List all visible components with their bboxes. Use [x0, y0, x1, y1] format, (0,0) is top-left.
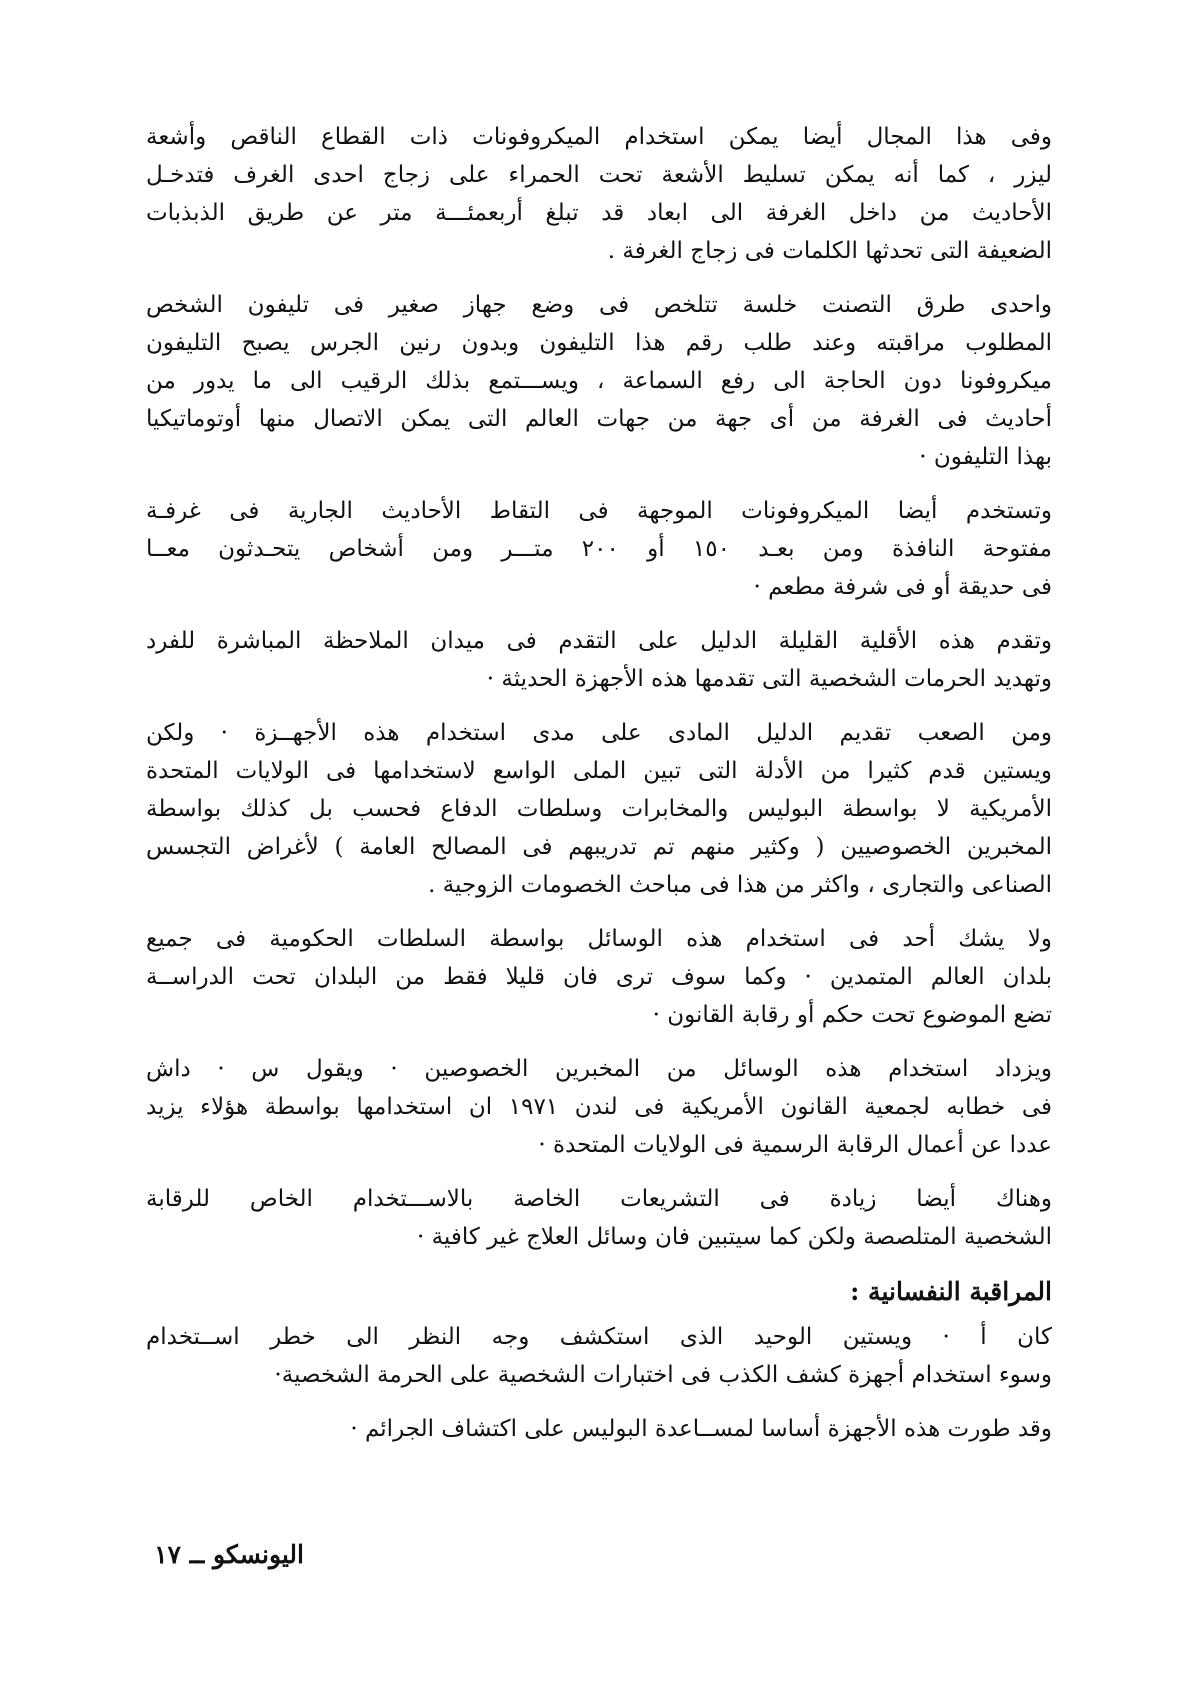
text-line: ليزر ، كما أنه يمكن تسليط الأشعة تحت الحمراء على زجاج احدى الغرف فتدخـل: [146, 162, 1052, 188]
paragraph-9: [146, 1318, 1052, 1394]
text-line: أحاديث فى الغرفة من أى جهة من جهات العالم التى يمكن الاتصال منها أوتوماتيكيا: [146, 406, 1052, 432]
text-line: ومن الصعب تقديم الدليل المادى على مدى استخدام هذه الأجهــزة · ولكن: [146, 720, 1052, 746]
text-line: عددا عن أعمال الرقابة الرسمية فى الولايات المتحدة ·: [538, 1132, 1052, 1158]
text-line: وتهديد الحرمات الشخصية التى تقدمها هذه الأجهزة الحديثة ·: [486, 666, 1052, 692]
text-line: فى خطابه لجمعية القانون الأمريكية فى لندن ١٩٧١ ان استخدامها بواسطة هؤلاء يزيد: [146, 1094, 1052, 1120]
section-heading: المراقبة النفسانية :: [850, 1277, 1052, 1306]
paragraph-6: [146, 920, 1052, 1034]
paragraph-8: [146, 1180, 1052, 1256]
text-line: كان أ · ويستين الوحيد الذى استكشف وجه النظر الى خطر اســتخدام: [146, 1324, 1052, 1350]
text-line: الأحاديث من داخل الغرفة الى ابعاد قد تبلغ أربعمئـــة متر عن طريق الذبذبات: [146, 200, 1052, 226]
text-line: المطلوب مراقبته وعند طلب رقم هذا التليفون وبدون رنين الجرس يصبح التليفون: [146, 330, 1052, 356]
text-line: وقد طورت هذه الأجهزة أساسا لمســاعدة البوليس على اكتشاف الجرائم ·: [350, 1416, 1052, 1442]
text-line: المخبرين الخصوصيين ( وكثير منهم تم تدريبهم فى المصالح العامة ) لأغراض التجسس: [146, 834, 1052, 860]
text-line: ميكروفونا دون الحاجة الى رفع السماعة ، ويســـتمع بذلك الرقيب الى ما يدور من: [146, 368, 1052, 394]
paragraph-4: [146, 622, 1052, 698]
text-line: الضعيفة التى تحدثها الكلمات فى زجاج الغرفة .: [607, 238, 1052, 264]
paragraph-10: [146, 1410, 1052, 1448]
text-line: واحدى طرق التصنت خلسة تتلخص فى وضع جهاز صغير فى تليفون الشخص: [146, 292, 1052, 318]
text-line: ويستين قدم كثيرا من الأدلة التى تبين الملى الواسع لاستخدامها فى الولايات المتحدة: [146, 758, 1052, 784]
text-line: الصناعى والتجارى ، واكثر من هذا فى مباحث الخصومات الزوجية .: [428, 872, 1052, 898]
text-line: وتستخدم أيضا الميكروفونات الموجهة فى التقاط الأحاديث الجارية فى غرفـة: [146, 498, 1052, 524]
text-line: تضع الموضوع تحت حكم أو رقابة القانون ·: [652, 1002, 1052, 1028]
body-text: [146, 118, 1052, 1448]
paragraph-5: [146, 714, 1052, 904]
text-line: بهذا التليفون ·: [919, 444, 1052, 470]
paragraph-2: [146, 286, 1052, 476]
text-line: وسوء استخدام أجهزة كشف الكذب فى اختبارات الشخصية على الحرمة الشخصية·: [274, 1362, 1052, 1388]
text-line: ولا يشك أحد فى استخدام هذه الوسائل بواسطة السلطات الحكومية فى جميع: [146, 926, 1052, 952]
text-line: فى حديقة أو فى شرفة مطعم ·: [753, 574, 1052, 600]
text-line: الشخصية المتلصصة ولكن كما سيتبين فان وسائل العلاج غير كافية ·: [416, 1224, 1052, 1250]
text-line: مفتوحة النافذة ومن بعـد ١٥٠ أو ٢٠٠ متـــر ومن أشخاص يتحـدثون معــا: [146, 536, 1052, 562]
paragraph-3: [146, 492, 1052, 606]
paragraph-7: [146, 1050, 1052, 1164]
paragraph-1: [146, 118, 1052, 270]
text-line: الأمريكية لا بواسطة البوليس والمخابرات وسلطات الدفاع فحسب بل كذلك بواسطة: [146, 796, 1052, 822]
text-line: بلدان العالم المتمدين · وكما سوف ترى فان قليلا فقط من البلدان تحت الدراســة: [146, 964, 1053, 990]
text-line: وهناك أيضا زيادة فى التشريعات الخاصة بالاســـتخدام الخاص للرقابة: [146, 1186, 1052, 1212]
text-line: ويزداد استخدام هذه الوسائل من المخبرين الخصوصين · ويقول س · داش: [146, 1056, 1052, 1082]
text-line: وفى هذا المجال أيضا يمكن استخدام الميكروفونات ذات القطاع الناقص وأشعة: [146, 124, 1052, 150]
text-line: وتقدم هذه الأقلية القليلة الدليل على التقدم فى ميدان الملاحظة المباشرة للفرد: [146, 628, 1052, 654]
page-footer: اليونسكو ــ ١٧: [154, 1540, 304, 1569]
